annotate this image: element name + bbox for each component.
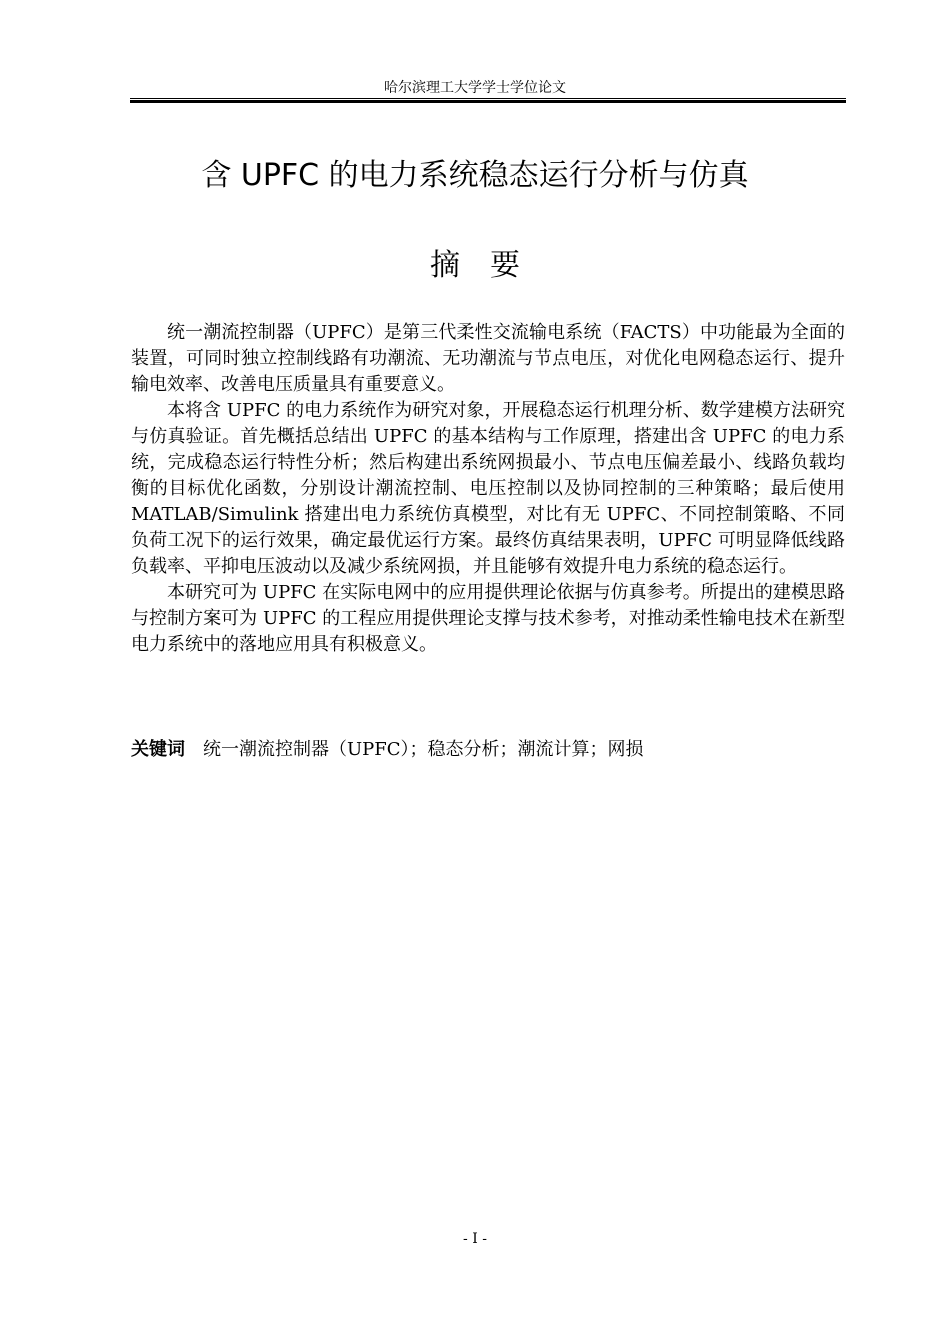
abstract-paragraph-2: 本将含 UPFC 的电力系统作为研究对象，开展稳态运行机理分析、数学建模方法研究与仿真验证。首先概括总结出 UPFC 的基本结构与工作原理，搭建出含 UPFC 的电力系统，完成稳态运行特性分析；然后构建出系统网损最小、节点电压偏差最小、线路负载均衡的目标优化函数，分别设计潮流控制、电压控制以及协同控制的三种策略；最后使用 MATLAB/Simulink 搭建出电力系统仿真模型，对比有无 UPFC、不同控制策略、不同负荷工况下的运行效果，确定最优运行方案。最终仿真结果表明，UPFC 可明显降低线路负载率、平抑电压波动以及减少系统网损，并且能够有效提升电力系统的稳态运行。: [131, 400, 845, 577]
abstract-body: [131, 320, 845, 658]
keywords-label: 关键词: [131, 739, 185, 760]
keywords-line: [131, 737, 845, 763]
header-rule: [130, 98, 846, 104]
keywords-text: 统一潮流控制器（UPFC）；稳态分析；潮流计算；网损: [203, 739, 644, 760]
header-rule-thin: [130, 98, 846, 99]
abstract-paragraph-1: 统一潮流控制器（UPFC）是第三代柔性交流输电系统（FACTS）中功能最为全面的装置，可同时独立控制线路有功潮流、无功潮流与节点电压，对优化电网稳态运行、提升输电效率、改善电压质量具有重要意义。: [131, 322, 845, 395]
abstract-heading: 摘要: [430, 248, 550, 283]
running-header: 哈尔滨理工大学学士学位论文: [384, 80, 566, 96]
page-number: - I -: [463, 1231, 487, 1247]
header-rule-thick: [130, 100, 846, 103]
document-title: 含 UPFC 的电力系统稳态运行分析与仿真: [201, 158, 749, 193]
abstract-paragraph-3: 本研究可为 UPFC 在实际电网中的应用提供理论依据与仿真参考。所提出的建模思路与控制方案可为 UPFC 的工程应用提供理论支撑与技术参考，对推动柔性输电技术在新型电力系统中的落地应用具有积极意义。: [131, 582, 845, 655]
